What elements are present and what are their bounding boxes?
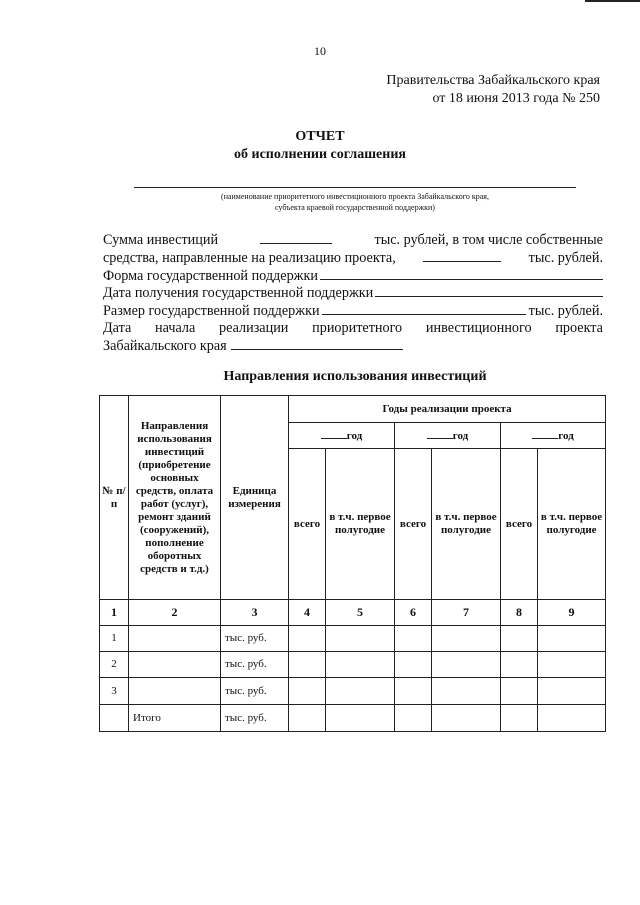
investment-sum-label: Сумма инвестиций bbox=[103, 232, 219, 248]
cell[interactable] bbox=[395, 705, 432, 732]
investment-table bbox=[99, 395, 606, 732]
year-field[interactable] bbox=[427, 428, 453, 439]
year-label: год bbox=[452, 430, 469, 442]
cell[interactable] bbox=[538, 652, 606, 678]
year-label: год bbox=[558, 430, 574, 442]
header-first-half: в т.ч. первое полугодие bbox=[432, 449, 501, 600]
column-numbers-row bbox=[100, 600, 606, 626]
row-number: 3 bbox=[100, 678, 129, 705]
table-row bbox=[100, 652, 606, 678]
own-funds-units: тыс. рублей. bbox=[528, 249, 603, 266]
document-title bbox=[0, 128, 640, 164]
caption-line-2: субъекта краевой государственной поддержки) bbox=[275, 203, 435, 212]
support-size-field[interactable] bbox=[322, 302, 526, 315]
title-sub: об исполнении соглашения bbox=[234, 147, 406, 162]
investment-sum-row bbox=[103, 231, 603, 249]
own-funds-field[interactable] bbox=[423, 249, 501, 262]
cell[interactable] bbox=[501, 652, 538, 678]
header-year-2 bbox=[395, 423, 501, 449]
support-size-label: Размер государственной поддержки bbox=[103, 303, 320, 320]
year-label: год bbox=[346, 430, 363, 442]
start-date-field[interactable] bbox=[231, 337, 403, 350]
cell[interactable] bbox=[326, 678, 395, 705]
column-number: 1 bbox=[100, 600, 129, 626]
header-number: № п/п bbox=[100, 396, 129, 600]
own-funds-label: средства, направленные на реализацию проекта, bbox=[103, 249, 396, 266]
start-date-row bbox=[103, 320, 603, 337]
column-number: 5 bbox=[326, 600, 395, 626]
support-form-field[interactable] bbox=[320, 267, 603, 280]
row-direction[interactable] bbox=[129, 626, 221, 652]
header-first-half: в т.ч. первое полугодие bbox=[538, 449, 606, 600]
cell[interactable] bbox=[395, 626, 432, 652]
start-date-word: Дата bbox=[103, 319, 132, 336]
row-number: 1 bbox=[100, 626, 129, 652]
column-number: 9 bbox=[538, 600, 606, 626]
support-date-label: Дата получения государственной поддержки bbox=[103, 285, 374, 302]
corner-mark bbox=[585, 0, 640, 2]
year-field[interactable] bbox=[532, 428, 558, 439]
support-form-row bbox=[103, 267, 603, 285]
column-number: 8 bbox=[501, 600, 538, 626]
support-size-units: тыс. рублей. bbox=[528, 303, 603, 320]
column-number: 2 bbox=[129, 600, 221, 626]
start-date-word: начала bbox=[155, 319, 196, 336]
table-row bbox=[100, 626, 606, 652]
cell[interactable] bbox=[432, 626, 501, 652]
cell[interactable] bbox=[326, 652, 395, 678]
row-unit: тыс. руб. bbox=[221, 705, 289, 732]
column-number: 4 bbox=[289, 600, 326, 626]
cell[interactable] bbox=[538, 705, 606, 732]
cell[interactable] bbox=[538, 626, 606, 652]
cell[interactable] bbox=[432, 705, 501, 732]
appendix-line-1: Правительства Забайкальского края bbox=[386, 73, 600, 88]
header-total: всего bbox=[501, 449, 538, 600]
year-field[interactable] bbox=[321, 428, 347, 439]
investment-sum-units: тыс. рублей, в том числе собственные bbox=[374, 232, 603, 248]
header-years: Годы реализации проекта bbox=[289, 396, 606, 423]
header-unit: Единица измерения bbox=[221, 396, 289, 600]
row-unit: тыс. руб. bbox=[221, 652, 289, 678]
table-row-total bbox=[100, 705, 606, 732]
cell[interactable] bbox=[501, 705, 538, 732]
report-form bbox=[103, 231, 603, 355]
column-number: 7 bbox=[432, 600, 501, 626]
project-name-line[interactable] bbox=[134, 187, 576, 188]
cell[interactable] bbox=[432, 678, 501, 705]
start-date-row-2 bbox=[103, 337, 603, 355]
header-total: всего bbox=[395, 449, 432, 600]
row-unit: тыс. руб. bbox=[221, 678, 289, 705]
support-date-row bbox=[103, 284, 603, 302]
project-name-caption bbox=[134, 191, 576, 213]
title-main: ОТЧЕТ bbox=[295, 129, 345, 144]
header-year-3 bbox=[501, 423, 606, 449]
start-date-word: инвестиционного bbox=[425, 319, 532, 336]
own-funds-row bbox=[103, 249, 603, 267]
cell[interactable] bbox=[432, 652, 501, 678]
column-number: 3 bbox=[221, 600, 289, 626]
page-number: 10 bbox=[314, 44, 326, 58]
cell[interactable] bbox=[326, 626, 395, 652]
cell[interactable] bbox=[395, 652, 432, 678]
cell[interactable] bbox=[289, 705, 326, 732]
header-first-half: в т.ч. первое полугодие bbox=[326, 449, 395, 600]
support-size-row bbox=[103, 302, 603, 320]
caption-line-1: (наименование приоритетного инвестиционного проекта Забайкальского края, bbox=[221, 192, 489, 201]
header-direction: Направления использования инвестиций (приобретение основных средств, оплата работ (услуг), ремонт зданий (сооружений), пополнение оборотных средств и т.д.) bbox=[129, 396, 221, 600]
row-direction[interactable] bbox=[129, 652, 221, 678]
cell[interactable] bbox=[395, 678, 432, 705]
row-direction[interactable] bbox=[129, 678, 221, 705]
header-total: всего bbox=[289, 449, 326, 600]
start-date-label-2: Забайкальского края bbox=[103, 337, 227, 354]
cell[interactable] bbox=[289, 626, 326, 652]
cell[interactable] bbox=[289, 678, 326, 705]
table-row bbox=[100, 678, 606, 705]
support-form-label: Форма государственной поддержки bbox=[103, 267, 318, 284]
start-date-word: реализации bbox=[219, 319, 289, 336]
row-number bbox=[100, 705, 129, 732]
support-date-field[interactable] bbox=[375, 284, 603, 297]
cell[interactable] bbox=[501, 678, 538, 705]
cell[interactable] bbox=[326, 705, 395, 732]
cell[interactable] bbox=[501, 626, 538, 652]
appendix-line-2: от 18 июня 2013 года № 250 bbox=[432, 91, 600, 106]
cell[interactable] bbox=[538, 678, 606, 705]
row-unit: тыс. руб. bbox=[221, 626, 289, 652]
header-year-1 bbox=[289, 423, 395, 449]
cell[interactable] bbox=[289, 652, 326, 678]
investment-sum-field[interactable] bbox=[260, 231, 332, 244]
appendix-reference bbox=[300, 72, 600, 108]
table-heading: Направления использования инвестиций bbox=[223, 369, 487, 384]
start-date-word: приоритетного bbox=[312, 319, 403, 336]
start-date-word: проекта bbox=[555, 319, 603, 336]
column-number: 6 bbox=[395, 600, 432, 626]
row-direction: Итого bbox=[129, 705, 221, 732]
row-number: 2 bbox=[100, 652, 129, 678]
